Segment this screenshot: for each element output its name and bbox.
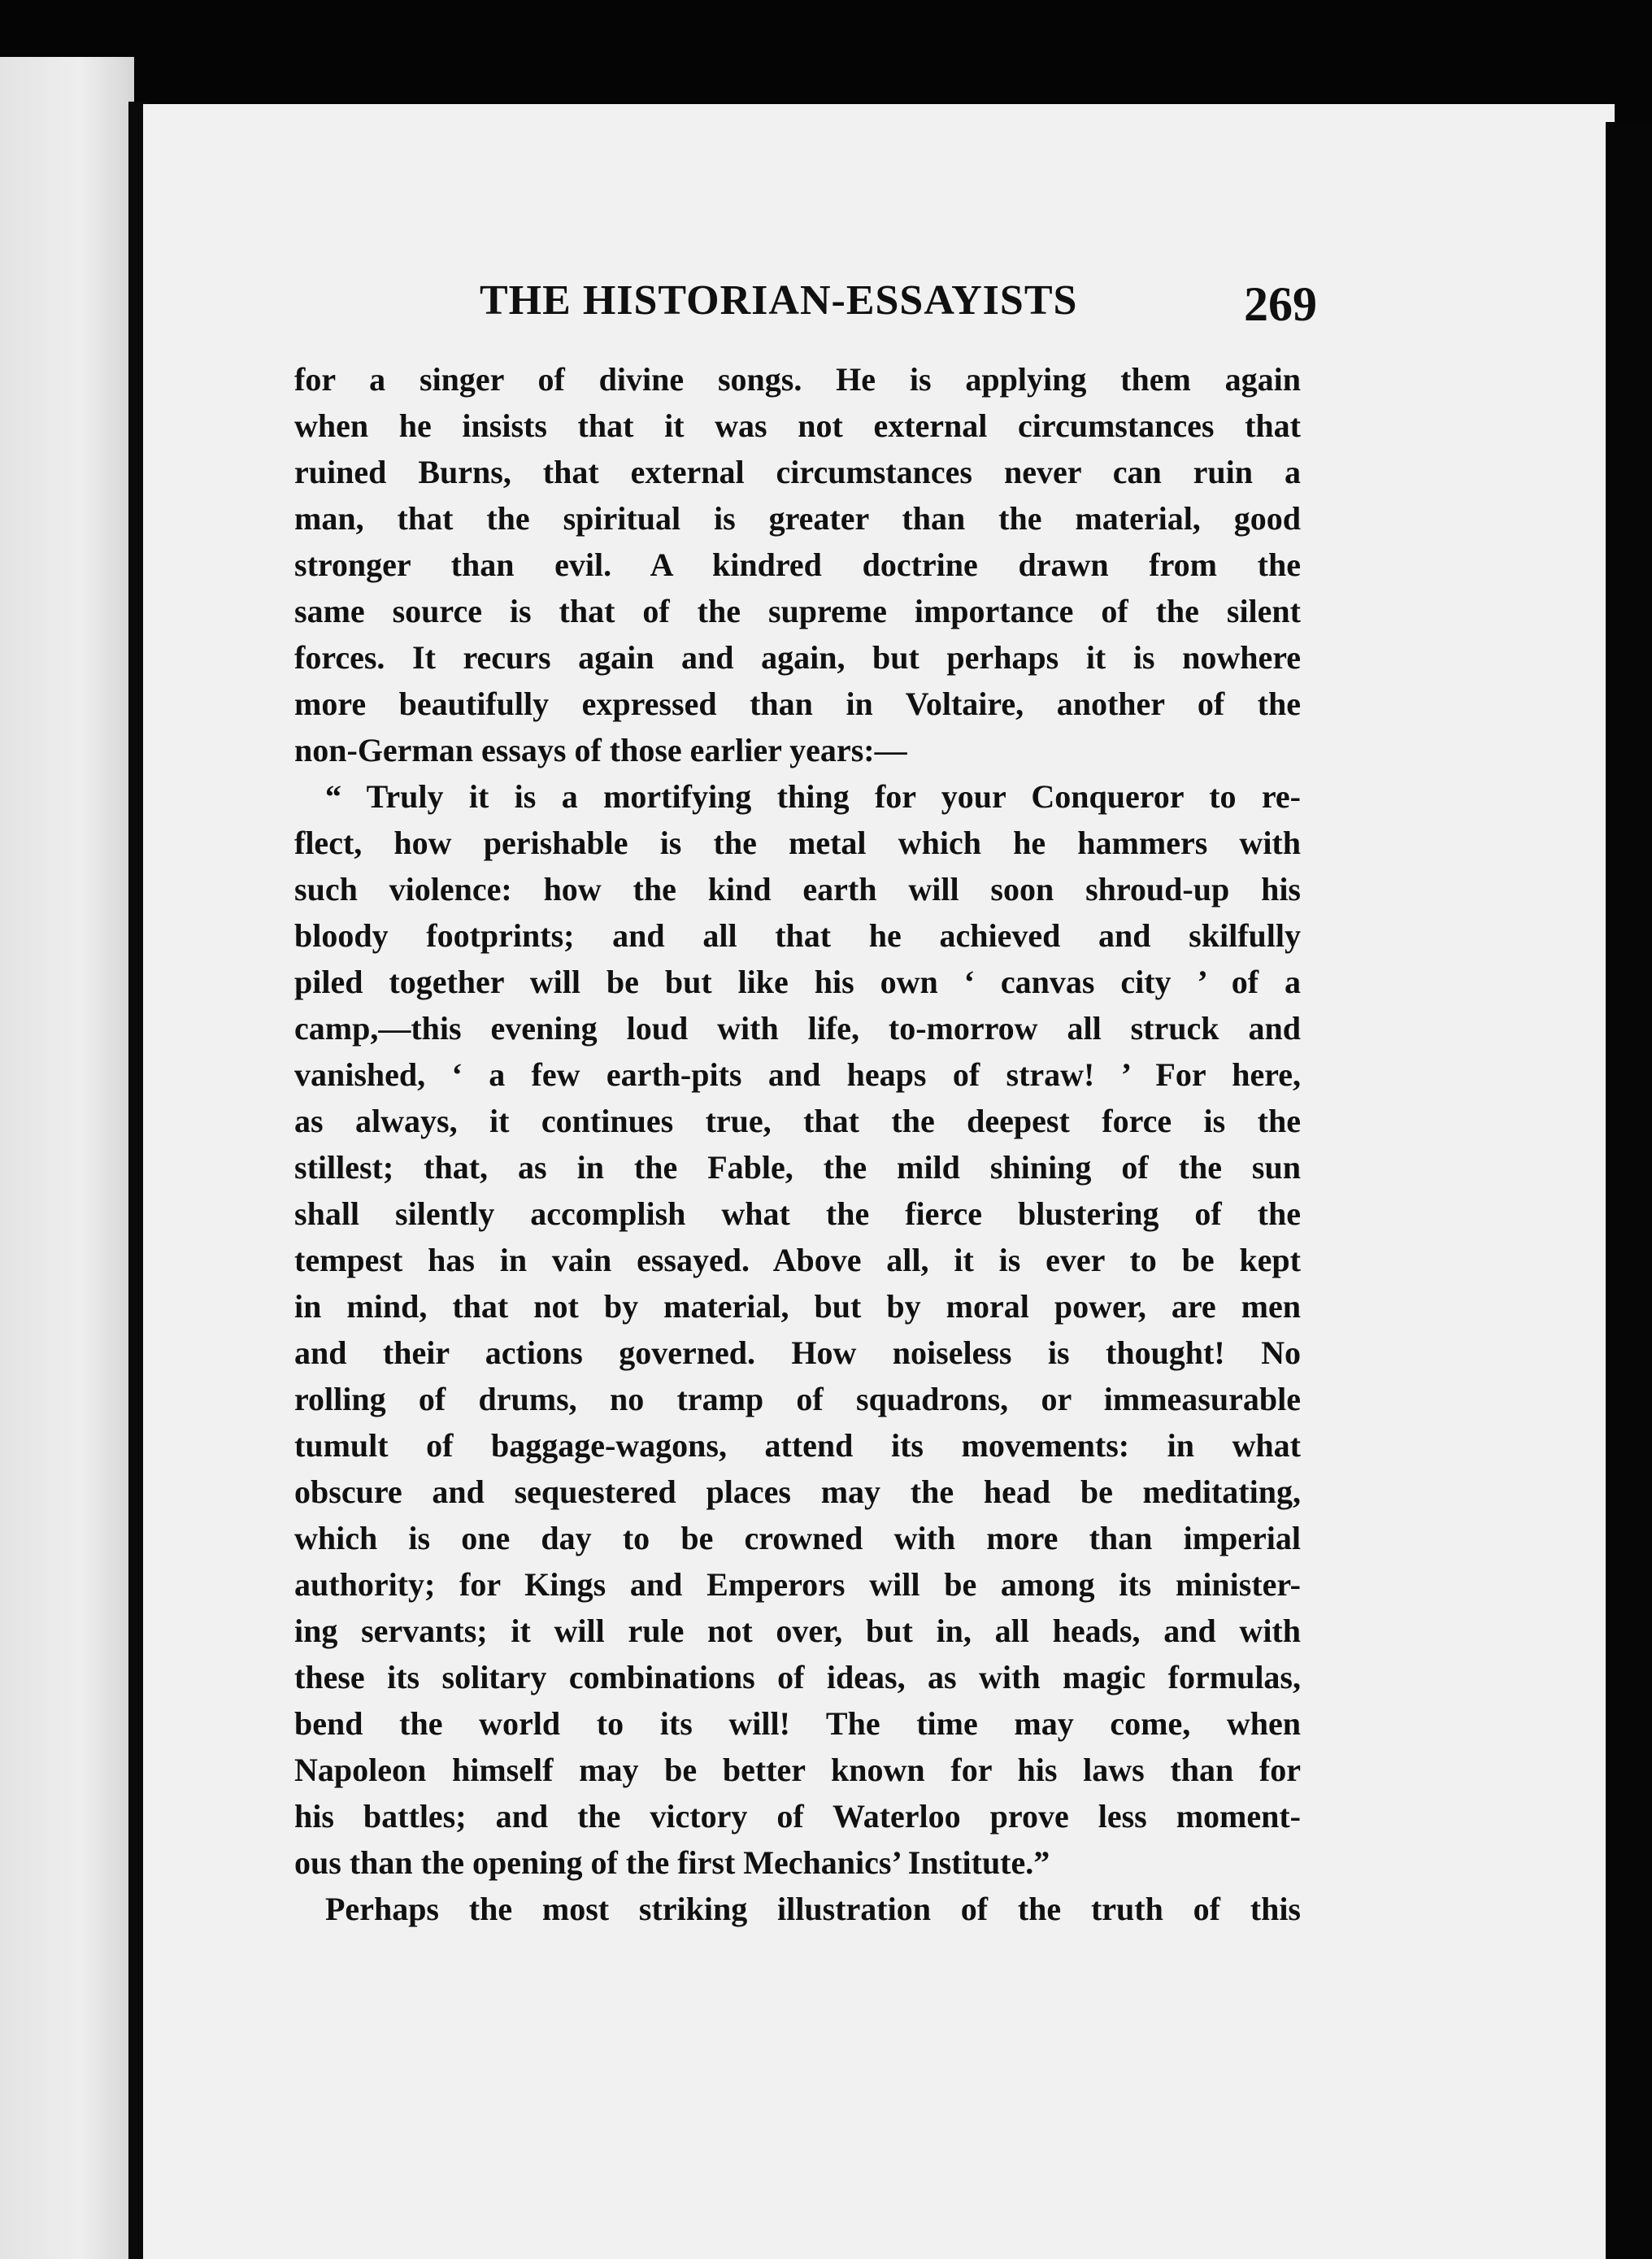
- facing-page-edge: [0, 57, 134, 2259]
- quote-line: tumult of baggage-wagons, attend its movements: in what: [294, 1427, 1301, 1464]
- quote-line: piled together will be but like his own ‘ canvas city ’ of a: [294, 964, 1301, 1000]
- quote-line: such violence: how the kind earth will soon shroud-up his: [294, 871, 1301, 908]
- quote-line: tempest has in vain essayed. Above all, it is ever to be kept: [294, 1242, 1301, 1278]
- text-line: man, that the spiritual is greater than the material, good: [294, 500, 1301, 537]
- text-line: same source is that of the supreme importance of the silent: [294, 593, 1301, 629]
- quote-line: bloody footprints; and all that he achieved and skilfully: [294, 917, 1301, 954]
- text-line: stronger than evil. A kindred doctrine drawn from the: [294, 546, 1301, 583]
- quote-line: Napoleon himself may be better known for his laws than for: [294, 1752, 1301, 1788]
- scan-right-border: [1606, 122, 1652, 2259]
- quote-line: in mind, that not by material, but by moral power, are men: [294, 1288, 1301, 1325]
- quote-line: his battles; and the victory of Waterloo prove less moment-: [294, 1798, 1301, 1835]
- text-line: forces. It recurs again and again, but perhaps it is nowhere: [294, 639, 1301, 676]
- quote-line: stillest; that, as in the Fable, the mild shining of the sun: [294, 1149, 1301, 1186]
- page-number: 269: [1244, 277, 1317, 331]
- quote-line: ous than the opening of the first Mechanics’ Institute.”: [294, 1844, 1050, 1881]
- quote-line: “ Truly it is a mortifying thing for your Conqueror to re-: [325, 778, 1301, 815]
- quote-line: shall silently accomplish what the fierce blustering of the: [294, 1195, 1301, 1232]
- running-title: THE HISTORIAN-ESSAYISTS: [480, 277, 1078, 324]
- quote-line: and their actions governed. How noiseless is thought! No: [294, 1334, 1301, 1371]
- quote-line: rolling of drums, no tramp of squadrons, or immeasurable: [294, 1381, 1301, 1417]
- quote-line: flect, how perishable is the metal which he hammers with: [294, 825, 1301, 861]
- text-line: Perhaps the most striking illustration of the truth of this: [325, 1891, 1301, 1927]
- text-line: ruined Burns, that external circumstances never can ruin a: [294, 454, 1301, 490]
- text-line: non-German essays of those earlier years:—: [294, 732, 907, 768]
- quote-line: camp,—this evening loud with life, to-morrow all struck and: [294, 1010, 1301, 1047]
- quote-line: authority; for Kings and Emperors will be among its minister-: [294, 1566, 1301, 1603]
- text-line: for a singer of divine songs. He is applying them again: [294, 361, 1301, 398]
- quote-line: ing servants; it will rule not over, but in, all heads, and with: [294, 1613, 1301, 1649]
- text-line: when he insists that it was not external circumstances that: [294, 407, 1301, 444]
- quote-line: bend the world to its will! The time may come, when: [294, 1705, 1301, 1742]
- body-text: [294, 356, 1301, 1932]
- quote-line: as always, it continues true, that the deepest force is the: [294, 1103, 1301, 1139]
- quote-line: obscure and sequestered places may the head be meditating,: [294, 1473, 1301, 1510]
- quote-line: vanished, ‘ a few earth-pits and heaps of straw! ’ For here,: [294, 1056, 1301, 1093]
- text-line: more beautifully expressed than in Voltaire, another of the: [294, 686, 1301, 722]
- quote-line: which is one day to be crowned with more than imperial: [294, 1520, 1301, 1556]
- quote-line: these its solitary combinations of ideas, as with magic formulas,: [294, 1659, 1301, 1695]
